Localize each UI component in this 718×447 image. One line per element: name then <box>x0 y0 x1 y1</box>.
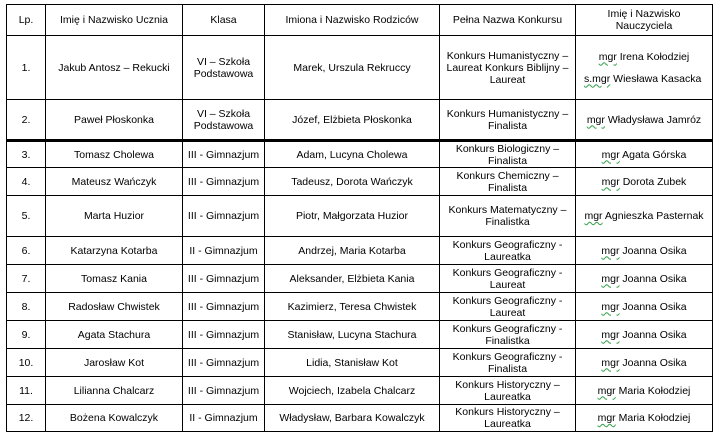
cell-lp: 12. <box>7 405 46 432</box>
cell-student: Mateusz Wańczyk <box>46 168 183 196</box>
teacher-name: Władysława Jamróz <box>607 113 702 126</box>
teacher-prefix: mgr <box>584 210 603 222</box>
cell-class: II - Gimnazjum <box>183 237 265 265</box>
teacher-prefix: mgr <box>601 175 620 188</box>
cell-teacher <box>576 196 713 237</box>
cell-class: II - Gimnazjum <box>183 405 265 432</box>
cell-parents: Andrzej, Maria Kotarba <box>265 237 440 265</box>
cell-parents: Adam, Lucyna Cholewa <box>265 141 440 168</box>
table-row <box>7 36 713 100</box>
cell-lp: 2. <box>7 100 46 141</box>
cell-lp: 3. <box>7 141 46 168</box>
teacher-prefix: mgr <box>601 300 620 313</box>
teacher-name: Maria Kołodziej <box>618 384 691 397</box>
cell-contest: Konkurs Geograficzny - Laureat <box>440 265 576 293</box>
cell-student: Jakub Antosz – Rekucki <box>46 36 183 100</box>
teacher-name: Irena Kołodziej <box>619 50 690 63</box>
cell-lp: 8. <box>7 293 46 321</box>
header-lp: Lp. <box>7 5 46 36</box>
cell-contest: Konkurs Historyczny – Laureatka <box>440 405 576 432</box>
teacher-name: Agata Górska <box>622 148 687 161</box>
cell-class: III - Gimnazjum <box>183 349 265 377</box>
cell-student: Jarosław Kot <box>46 349 183 377</box>
teacher-prefix: mgr <box>601 244 620 257</box>
cell-teacher <box>576 141 713 168</box>
cell-student: Tomasz Kania <box>46 265 183 293</box>
cell-lp: 10. <box>7 349 46 377</box>
table-row <box>7 237 713 265</box>
cell-class: III - Gimnazjum <box>183 196 265 237</box>
cell-parents: Józef, Elżbieta Płoskonka <box>265 100 440 141</box>
cell-contest: Konkurs Matematyczny – Finalistka <box>440 196 576 237</box>
cell-parents: Marek, Urszula Rekruccy <box>265 36 440 100</box>
cell-parents: Aleksander, Elżbieta Kania <box>265 265 440 293</box>
teacher-prefix: mgr <box>597 384 616 397</box>
table-row <box>7 377 713 405</box>
cell-teacher <box>576 168 713 196</box>
cell-teacher <box>576 377 713 405</box>
cell-contest: Konkurs Geograficzny - Laureatka <box>440 237 576 265</box>
cell-class: III - Gimnazjum <box>183 265 265 293</box>
cell-parents: Wojciech, Izabela Chalcarz <box>265 377 440 405</box>
cell-teacher <box>576 265 713 293</box>
header-class: Klasa <box>183 5 265 36</box>
cell-student: Katarzyna Kotarba <box>46 237 183 265</box>
cell-student: Agata Stachura <box>46 321 183 349</box>
cell-student: Tomasz Cholewa <box>46 141 183 168</box>
cell-parents: Stanisław, Lucyna Stachura <box>265 321 440 349</box>
teacher-name: Joanna Osika <box>622 356 687 369</box>
cell-teacher <box>576 293 713 321</box>
teacher-line <box>578 51 710 63</box>
table-row <box>7 349 713 377</box>
cell-class: III - Gimnazjum <box>183 141 265 168</box>
cell-lp: 6. <box>7 237 46 265</box>
teacher-prefix: mgr <box>586 113 605 126</box>
teacher2-prefix: s.mgr <box>584 72 611 85</box>
cell-contest: Konkurs Humanistyczny – Laureat Konkurs Biblijny – Laureat <box>440 36 576 100</box>
cell-class: III - Gimnazjum <box>183 168 265 196</box>
cell-lp: 9. <box>7 321 46 349</box>
header-teacher: Imię i Nazwisko Nauczyciela <box>576 5 713 36</box>
teacher-name: Joanna Osika <box>622 244 687 257</box>
cell-contest: Konkurs Geograficzny - Finalista <box>440 349 576 377</box>
header-row <box>7 5 713 36</box>
teacher2-name: Wiesława Kasacka <box>613 72 702 85</box>
cell-contest: Konkurs Chemiczny – Finalista <box>440 168 576 196</box>
cell-lp: 1. <box>7 36 46 100</box>
cell-teacher <box>576 321 713 349</box>
cell-parents: Lidia, Stanisław Kot <box>265 349 440 377</box>
table-row <box>7 321 713 349</box>
cell-lp: 7. <box>7 265 46 293</box>
teacher-name: Joanna Osika <box>622 328 687 341</box>
teacher-prefix: mgr <box>601 148 620 161</box>
cell-lp: 4. <box>7 168 46 196</box>
table-row <box>7 141 713 168</box>
teacher-name: Joanna Osika <box>622 272 687 285</box>
table-row <box>7 405 713 432</box>
cell-contest: Konkurs Geograficzny - Finalistka <box>440 321 576 349</box>
cell-student: Paweł Płoskonka <box>46 100 183 141</box>
cell-teacher <box>576 36 713 100</box>
cell-student: Radosław Chwistek <box>46 293 183 321</box>
teacher-name: Dorota Zubek <box>622 175 687 188</box>
teacher-prefix: mgr <box>597 412 616 424</box>
cell-teacher <box>576 100 713 141</box>
cell-class: III - Gimnazjum <box>183 377 265 405</box>
table-row <box>7 293 713 321</box>
cell-contest: Konkurs Geograficzny - Laureat <box>440 293 576 321</box>
table-row <box>7 100 713 141</box>
teacher-prefix: mgr <box>598 50 617 63</box>
teacher-prefix: mgr <box>601 328 620 341</box>
laureates-table <box>6 4 713 432</box>
cell-parents: Kazimierz, Teresa Chwistek <box>265 293 440 321</box>
teacher-prefix: mgr <box>601 272 620 285</box>
cell-class: III - Gimnazjum <box>183 321 265 349</box>
header-parents: Imiona i Nazwisko Rodziców <box>265 5 440 36</box>
cell-lp: 11. <box>7 377 46 405</box>
cell-parents: Władysław, Barbara Kowalczyk <box>265 405 440 432</box>
teacher-name: Maria Kołodziej <box>618 412 691 424</box>
table-row <box>7 265 713 293</box>
cell-teacher <box>576 349 713 377</box>
table-row <box>7 168 713 196</box>
header-contest: Pełna Nazwa Konkursu <box>440 5 576 36</box>
cell-lp: 5. <box>7 196 46 237</box>
cell-contest: Konkurs Biologiczny – Finalista <box>440 141 576 168</box>
cell-contest: Konkurs Humanistyczny – Finalista <box>440 100 576 141</box>
teacher-name: Joanna Osika <box>622 300 687 313</box>
cell-parents: Tadeusz, Dorota Wańczyk <box>265 168 440 196</box>
teacher-line-2 <box>578 73 710 85</box>
cell-class: III - Gimnazjum <box>183 293 265 321</box>
cell-student: Lilianna Chalcarz <box>46 377 183 405</box>
teacher-name: Agnieszka Pasternak <box>604 210 704 222</box>
cell-parents: Piotr, Małgorzata Huzior <box>265 196 440 237</box>
cell-student: Marta Huzior <box>46 196 183 237</box>
cell-class: VI – Szkoła Podstawowa <box>183 36 265 100</box>
cell-class: VI – Szkoła Podstawowa <box>183 100 265 141</box>
table-row <box>7 196 713 237</box>
cell-student: Bożena Kowalczyk <box>46 405 183 432</box>
teacher-prefix: mgr <box>601 356 620 369</box>
cell-contest: Konkurs Historyczny – Laureatka <box>440 377 576 405</box>
header-student: Imię i Nazwisko Ucznia <box>46 5 183 36</box>
cell-teacher <box>576 237 713 265</box>
cell-teacher <box>576 405 713 432</box>
